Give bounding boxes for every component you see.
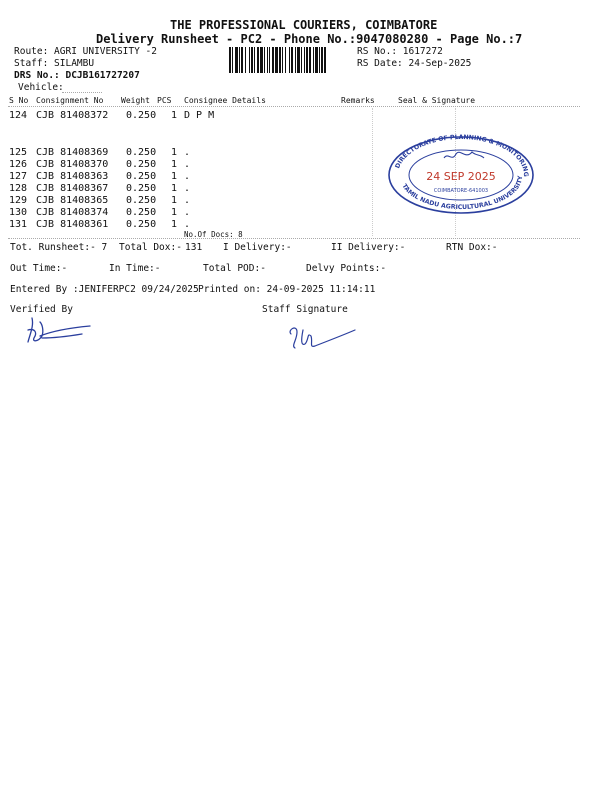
staff-signature-label: Staff Signature xyxy=(262,304,348,315)
barcode xyxy=(229,47,355,73)
cell-pcs: 1 xyxy=(171,219,178,230)
cell-weight: 0.250 xyxy=(126,207,157,218)
cell-pcs: 1 xyxy=(171,195,178,206)
rs-date: RS Date: 24-Sep-2025 xyxy=(357,58,472,69)
runsheet-subtitle: Delivery Runsheet - PC2 - Phone No.:9047080280 - Page No.:7 xyxy=(96,32,523,46)
i-delivery: I Delivery:- xyxy=(223,242,292,253)
cell-weight: 0.250 xyxy=(126,219,157,230)
cell-sno: 131 xyxy=(9,219,28,230)
cell-consignment: CJB 81408361 xyxy=(36,219,109,230)
route-label: Route: AGRI UNIVERSITY -2 xyxy=(14,46,157,57)
in-time: In Time:- xyxy=(109,263,161,274)
col-consignment: Consignment No xyxy=(36,96,104,105)
stamp-date: 24 SEP 2025 xyxy=(426,170,496,183)
staff-label: Staff: SILAMBU xyxy=(14,58,95,69)
cell-pcs: 1 xyxy=(171,171,178,182)
staff-signature xyxy=(285,320,365,356)
col-consignee: Consignee Details xyxy=(184,96,266,105)
cell-consignment: CJB 81408370 xyxy=(36,159,109,170)
cell-weight: 0.250 xyxy=(126,183,157,194)
cell-pcs: 1 xyxy=(171,207,178,218)
table-row xyxy=(0,110,600,122)
rs-number: RS No.: 1617272 xyxy=(357,46,443,57)
company-title: THE PROFESSIONAL COURIERS, COIMBATORE xyxy=(170,18,438,32)
university-stamp xyxy=(386,134,536,216)
cell-consignment: CJB 81408365 xyxy=(36,195,109,206)
cell-weight: 0.250 xyxy=(126,110,157,121)
out-time: Out Time:- xyxy=(10,263,68,274)
tot-runsheet: Tot. Runsheet:- 7 xyxy=(10,242,108,253)
cell-details: . xyxy=(184,171,191,182)
cell-weight: 0.250 xyxy=(126,171,157,182)
cell-weight: 0.250 xyxy=(126,159,157,170)
entered-by: Entered By :JENIFERPC2 09/24/2025 xyxy=(10,284,199,295)
rtn-dox: RTN Dox:- xyxy=(446,242,498,253)
table-row xyxy=(0,219,600,231)
cell-pcs: 1 xyxy=(171,147,178,158)
col-weight: Weight xyxy=(121,96,150,105)
ii-delivery: II Delivery:- xyxy=(331,242,406,253)
cell-details: . xyxy=(184,207,191,218)
cell-details: D P M xyxy=(184,110,215,121)
cell-details: . xyxy=(184,219,191,230)
svg-text:TAMIL NADU AGRICULTURAL UNIVER: TAMIL NADU AGRICULTURAL UNIVERSITY xyxy=(400,175,525,212)
no-of-docs: No.Of Docs: 8 xyxy=(184,230,243,239)
col-seal: Seal & Signature xyxy=(398,96,476,105)
cell-details: . xyxy=(184,183,191,194)
cell-consignment: CJB 81408369 xyxy=(36,147,109,158)
vehicle-label: Vehicle: xyxy=(18,82,64,93)
cell-consignment: CJB 81408372 xyxy=(36,110,109,121)
total-dox-label: Total Dox:- xyxy=(119,242,182,253)
svg-text:DIRECTORATE OF PLANNING & MONI: DIRECTORATE OF PLANNING & MONITORING xyxy=(394,134,530,177)
drs-label: DRS No.: DCJB161727207 xyxy=(14,70,140,81)
total-dox-value: 131 xyxy=(185,242,203,253)
cell-details: . xyxy=(184,195,191,206)
cell-weight: 0.250 xyxy=(126,195,157,206)
cell-consignment: CJB 81408367 xyxy=(36,183,109,194)
cell-pcs: 1 xyxy=(171,110,178,121)
cell-consignment: CJB 81408363 xyxy=(36,171,109,182)
cell-sno: 129 xyxy=(9,195,28,206)
cell-details: . xyxy=(184,159,191,170)
cell-sno: 126 xyxy=(9,159,28,170)
cell-sno: 130 xyxy=(9,207,28,218)
cell-consignment: CJB 81408374 xyxy=(36,207,109,218)
delvy-points: Delvy Points:- xyxy=(306,263,387,274)
col-pcs: PCS xyxy=(157,96,172,105)
cell-sno: 124 xyxy=(9,110,28,121)
total-pod: Total POD:- xyxy=(203,263,266,274)
cell-weight: 0.250 xyxy=(126,147,157,158)
col-sno: S No xyxy=(9,96,29,105)
verified-by: Verified By xyxy=(10,304,73,315)
cell-sno: 125 xyxy=(9,147,28,158)
cell-pcs: 1 xyxy=(171,183,178,194)
stamp-city: COIMBATORE-641003 xyxy=(433,188,489,194)
cell-sno: 127 xyxy=(9,171,28,182)
col-remarks: Remarks xyxy=(341,96,375,105)
printed-on: Printed on: 24-09-2025 11:14:11 xyxy=(198,284,376,295)
cell-details: . xyxy=(184,147,191,158)
verified-signature xyxy=(20,312,100,352)
cell-sno: 128 xyxy=(9,183,28,194)
cell-pcs: 1 xyxy=(171,159,178,170)
